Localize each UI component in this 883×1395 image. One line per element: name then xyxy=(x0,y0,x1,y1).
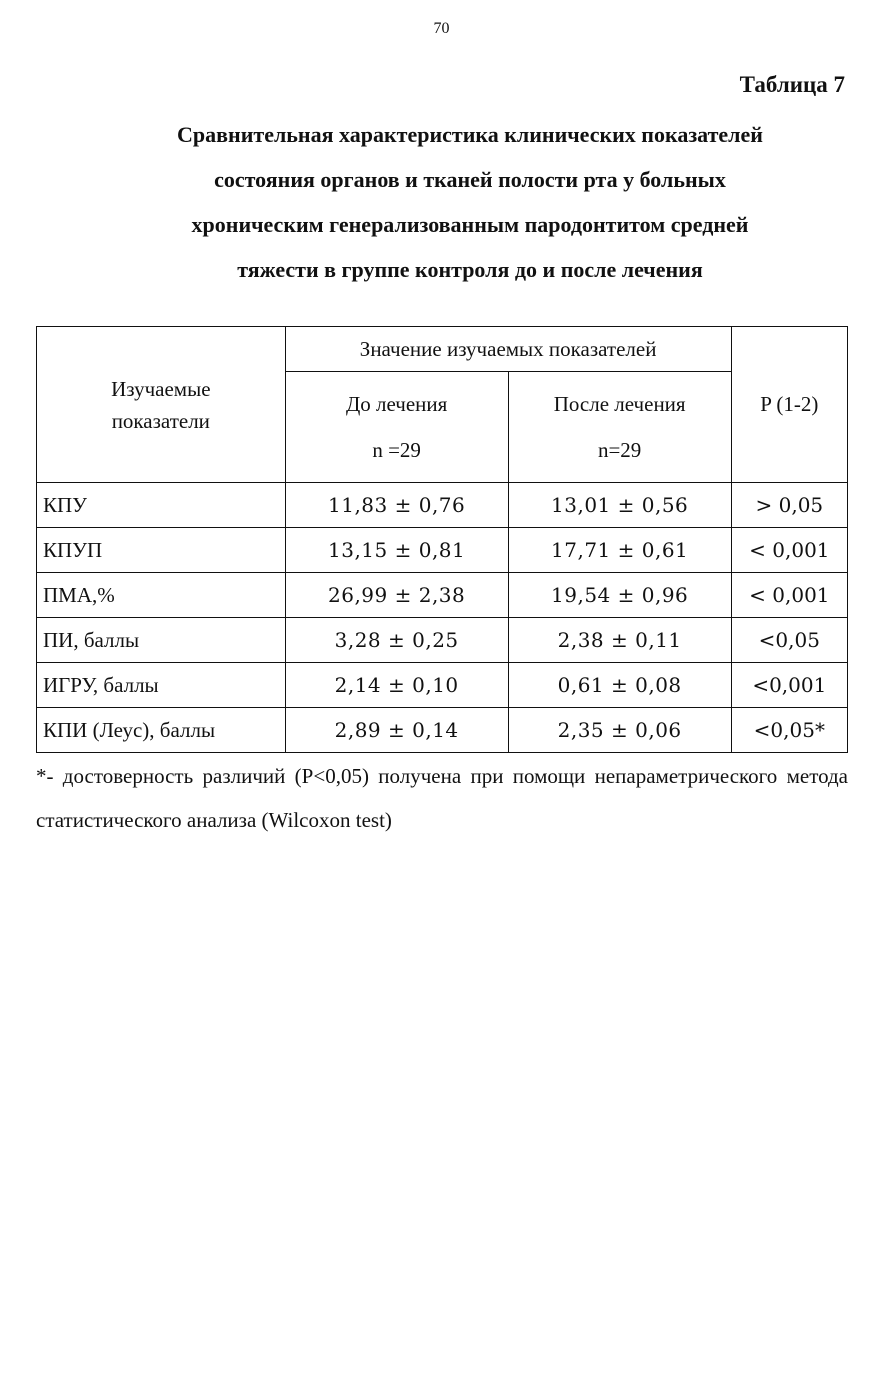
header-p-value: P (1-2) xyxy=(731,327,847,483)
row-parameter-name: ПИ, баллы xyxy=(37,618,286,663)
table-row xyxy=(37,573,848,618)
header-after-treatment xyxy=(508,372,731,483)
row-parameter-name: КПИ (Леус), баллы xyxy=(37,708,286,753)
row-value-before: 2,89 ± 0,14 xyxy=(285,708,508,753)
header-before-label: До лечения xyxy=(345,392,448,416)
table-label: Таблица 7 xyxy=(739,72,845,97)
header-before-treatment xyxy=(285,372,508,483)
title-line: Сравнительная характеристика клинических показателей xyxy=(177,122,763,147)
title-line: состояния органов и тканей полости рта у больных xyxy=(214,167,726,192)
title-line: тяжести в группе контроля до и после лечения xyxy=(237,257,703,282)
table-row xyxy=(37,618,848,663)
header-after-n: n=29 xyxy=(597,438,642,462)
row-value-after: 19,54 ± 0,96 xyxy=(508,573,731,618)
row-value-before: 26,99 ± 2,38 xyxy=(285,573,508,618)
table-title xyxy=(90,112,850,292)
table-row xyxy=(37,708,848,753)
row-value-after: 2,35 ± 0,06 xyxy=(508,708,731,753)
row-p-value: < 0,001 xyxy=(731,528,847,573)
row-p-value: <0,001 xyxy=(731,663,847,708)
header-after-label: После лечения xyxy=(553,392,686,416)
table-row xyxy=(37,663,848,708)
table-header-row xyxy=(37,327,848,372)
header-values-group: Значение изучаемых показателей xyxy=(285,327,731,372)
row-p-value: <0,05* xyxy=(731,708,847,753)
row-p-value: > 0,05 xyxy=(731,483,847,528)
table-row xyxy=(37,483,848,528)
header-before-n: n =29 xyxy=(372,438,421,462)
row-value-after: 17,71 ± 0,61 xyxy=(508,528,731,573)
header-parameters-line1: Изучаемые xyxy=(111,376,211,401)
row-p-value: < 0,001 xyxy=(731,573,847,618)
row-value-before: 13,15 ± 0,81 xyxy=(285,528,508,573)
table-footnote: *- достоверность различий (P<0,05) получена при помощи непараметрического метода статистического анализа (Wilcoxon test) xyxy=(36,764,848,832)
row-p-value: <0,05 xyxy=(731,618,847,663)
row-parameter-name: КПУП xyxy=(37,528,286,573)
row-parameter-name: ПМА,% xyxy=(37,573,286,618)
header-parameters xyxy=(37,327,286,483)
page-number: 70 xyxy=(433,20,450,37)
indicators-table xyxy=(36,326,848,753)
table-row xyxy=(37,528,848,573)
row-value-after: 13,01 ± 0,56 xyxy=(508,483,731,528)
row-parameter-name: ИГРУ, баллы xyxy=(37,663,286,708)
row-value-after: 0,61 ± 0,08 xyxy=(508,663,731,708)
header-parameters-line2: показатели xyxy=(111,408,210,433)
row-value-before: 2,14 ± 0,10 xyxy=(285,663,508,708)
row-parameter-name: КПУ xyxy=(37,483,286,528)
row-value-before: 3,28 ± 0,25 xyxy=(285,618,508,663)
row-value-before: 11,83 ± 0,76 xyxy=(285,483,508,528)
row-value-after: 2,38 ± 0,11 xyxy=(508,618,731,663)
title-line: хроническим генерализованным пародонтитом средней xyxy=(191,212,749,237)
